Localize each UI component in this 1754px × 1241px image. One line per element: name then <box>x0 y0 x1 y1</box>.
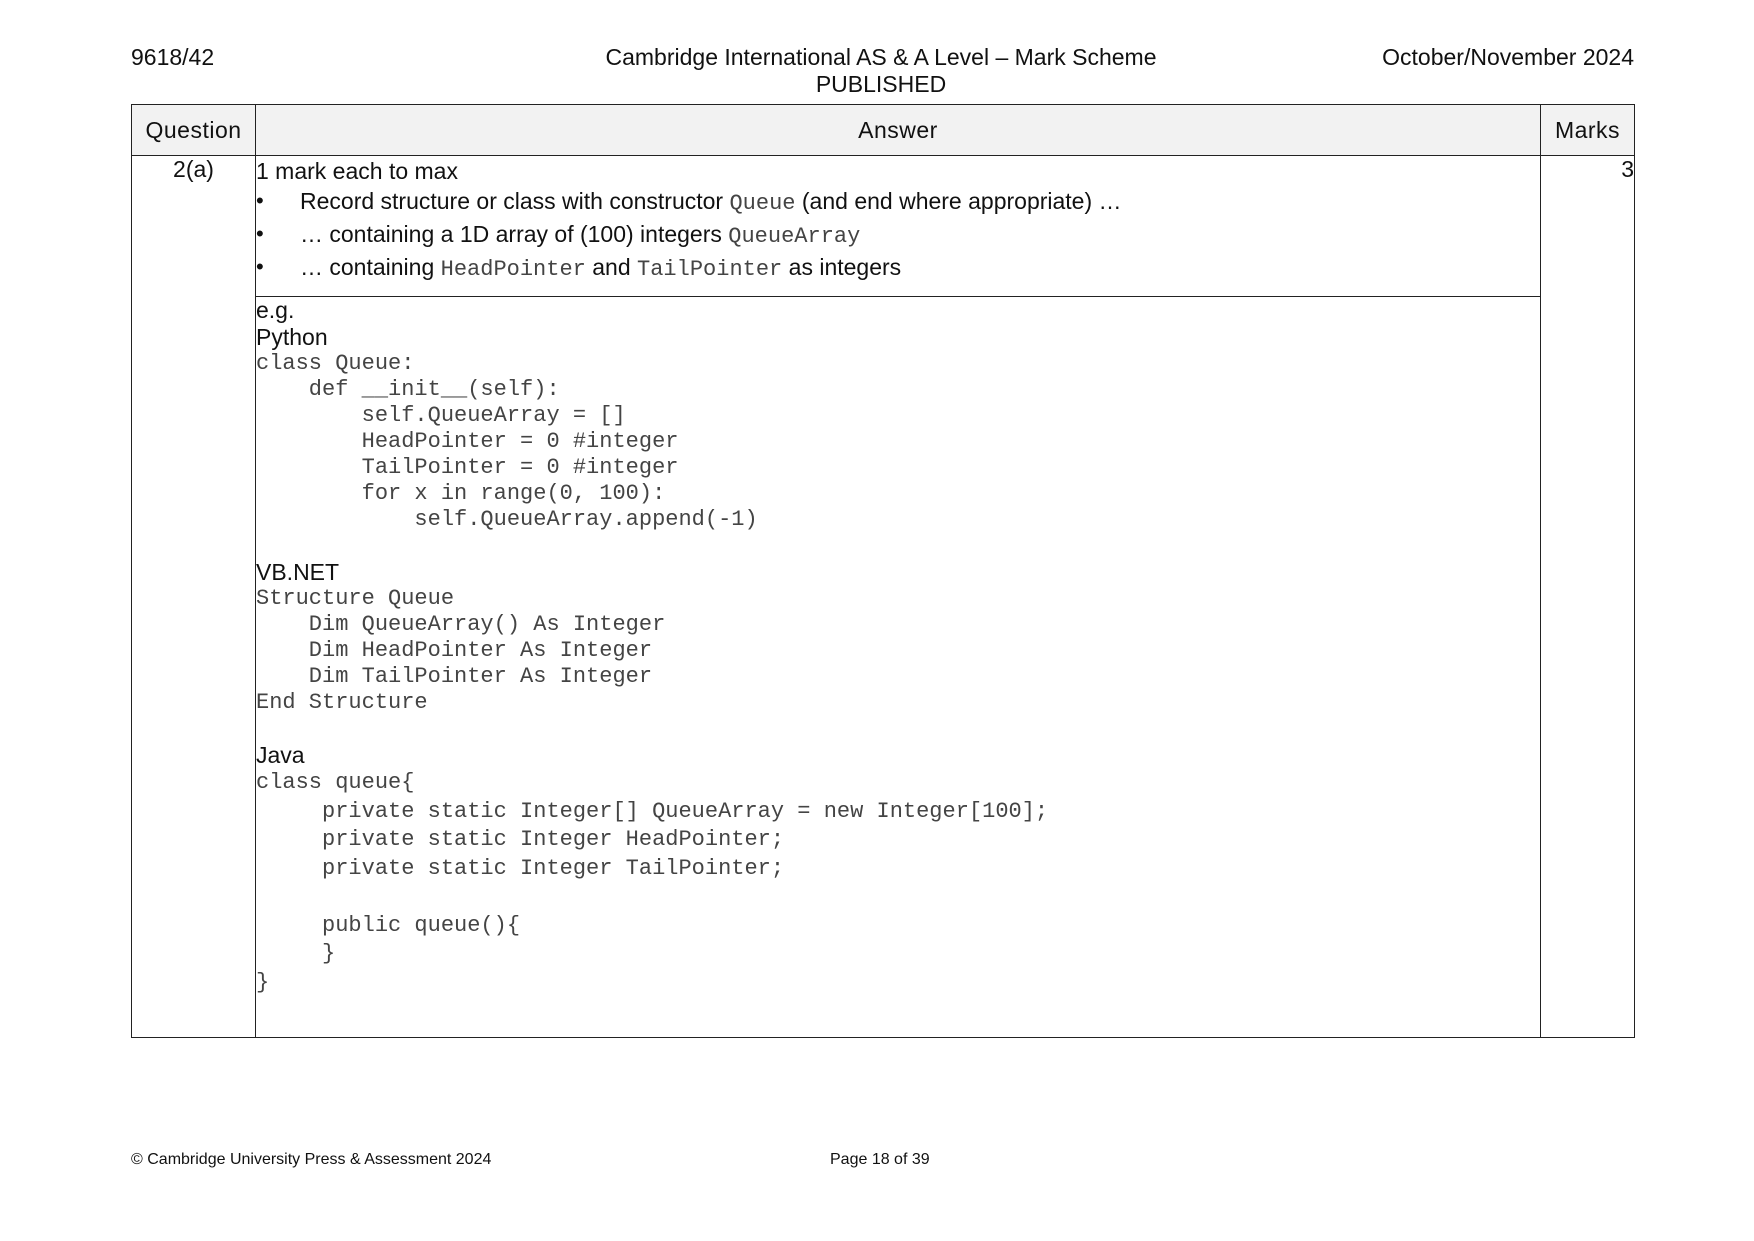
exam-session: October/November 2024 <box>1382 44 1634 70</box>
python-label: Python <box>256 324 328 350</box>
table-row <box>132 297 1635 1038</box>
paper-code: 9618/42 <box>131 44 215 70</box>
inline-code: QueueArray <box>728 224 861 249</box>
vbnet-label: VB.NET <box>256 559 340 585</box>
question-number: 2(a) <box>132 156 256 1038</box>
mark-points-cell <box>256 156 1541 297</box>
answer-column-header: Answer <box>256 105 1541 156</box>
table-header-row <box>132 105 1635 156</box>
mark-intro: 1 mark each to max <box>256 158 458 184</box>
inline-code: TailPointer <box>637 257 783 282</box>
list-item: • … containing HeadPointer and TailPointer as integers <box>256 252 1540 285</box>
java-label: Java <box>256 742 305 768</box>
marks-value: 3 <box>1541 156 1635 1038</box>
inline-code: Queue <box>729 191 796 216</box>
vbnet-code-block: Structure Queue Dim QueueArray() As Integer Dim HeadPointer As Integer Dim TailPointer As Integer End Structure <box>256 586 666 715</box>
copyright-notice: © Cambridge University Press & Assessment 2024 <box>131 1151 492 1168</box>
title-line-1: Cambridge International AS & A Level – Mark Scheme <box>605 44 1157 70</box>
title-line-2: PUBLISHED <box>815 71 947 97</box>
table-row <box>132 156 1635 297</box>
inline-code: HeadPointer <box>440 257 586 282</box>
list-item: • … containing a 1D array of (100) integers QueueArray <box>256 219 1540 252</box>
mark-points-list <box>256 186 1540 285</box>
mark-scheme-table <box>131 104 1635 1038</box>
question-column-header: Question <box>132 105 256 156</box>
example-code-cell <box>256 297 1541 1038</box>
python-code-block: class Queue: def __init__(self): self.QueueArray = [] HeadPointer = 0 #integer TailPointer = 0 #integer for x in range(0, 100): self.QueueArray.append(-1) <box>256 351 758 532</box>
example-label: e.g. <box>256 297 295 323</box>
marks-column-header: Marks <box>1541 105 1635 156</box>
list-item: • Record structure or class with constructor Queue (and end where appropriate) … <box>256 186 1540 219</box>
page-number: Page 18 of 39 <box>830 1151 930 1168</box>
java-code-block: class queue{ private static Integer[] QueueArray = new Integer[100]; private static Integer HeadPointer; private static Integer TailPointer; public queue(){ } } <box>256 770 1049 995</box>
